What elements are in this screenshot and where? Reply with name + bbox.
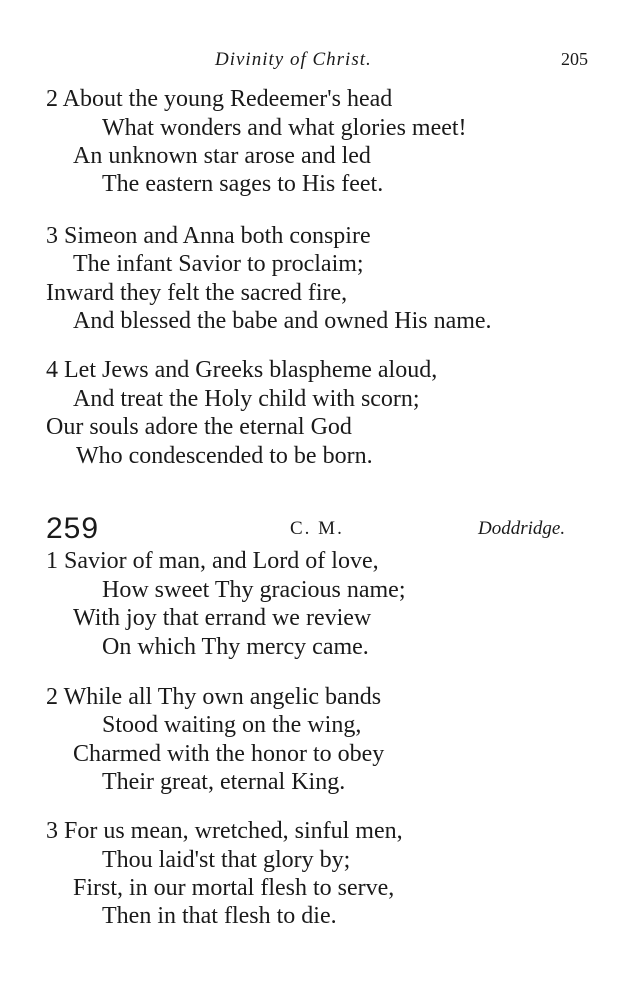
verse-line: Then in that flesh to die. <box>102 903 337 929</box>
verse-line: 3 For us mean, wretched, sinful men, <box>46 818 403 844</box>
verse-line: Thou laid'st that glory by; <box>102 847 351 873</box>
verse-line: The infant Savior to proclaim; <box>73 251 364 277</box>
verse-line: And blessed the babe and owned His name. <box>73 308 492 334</box>
verse-line: On which Thy mercy came. <box>102 634 369 660</box>
verse-line: First, in our mortal flesh to serve, <box>73 875 395 901</box>
verse-line: How sweet Thy gracious name; <box>102 577 406 603</box>
verse-line: 2 About the young Redeemer's head <box>46 86 393 112</box>
verse-line: 3 Simeon and Anna both conspire <box>46 223 371 249</box>
verse-line: 1 Savior of man, and Lord of love, <box>46 548 379 574</box>
hymn-259-heading <box>0 512 640 544</box>
verse-line: An unknown star arose and led <box>73 143 371 169</box>
page-number: 205 <box>561 49 588 69</box>
running-head <box>0 49 640 73</box>
verse-line: Our souls adore the eternal God <box>46 414 352 440</box>
running-head-title: Divinity of Christ. <box>215 49 372 70</box>
verse-line: Their great, eternal King. <box>102 769 346 795</box>
verse-line: Inward they felt the sacred fire, <box>46 280 348 306</box>
verse-line: And treat the Holy child with scorn; <box>73 386 420 412</box>
hymn-author: Doddridge. <box>478 518 566 539</box>
verse-line: Who condescended to be born. <box>76 443 373 469</box>
verse-line: 2 While all Thy own angelic bands <box>46 684 382 710</box>
verse-line: With joy that errand we review <box>73 605 372 631</box>
verse-line: The eastern sages to His feet. <box>102 171 384 197</box>
verse-line: Charmed with the honor to obey <box>73 741 385 767</box>
verse-line: 4 Let Jews and Greeks blaspheme aloud, <box>46 357 438 383</box>
hymn-meter: C. M. <box>290 518 344 539</box>
verse-line: Stood waiting on the wing, <box>102 712 362 738</box>
verse-line: What wonders and what glories meet! <box>102 115 467 141</box>
hymn-number: 259 <box>46 512 100 545</box>
